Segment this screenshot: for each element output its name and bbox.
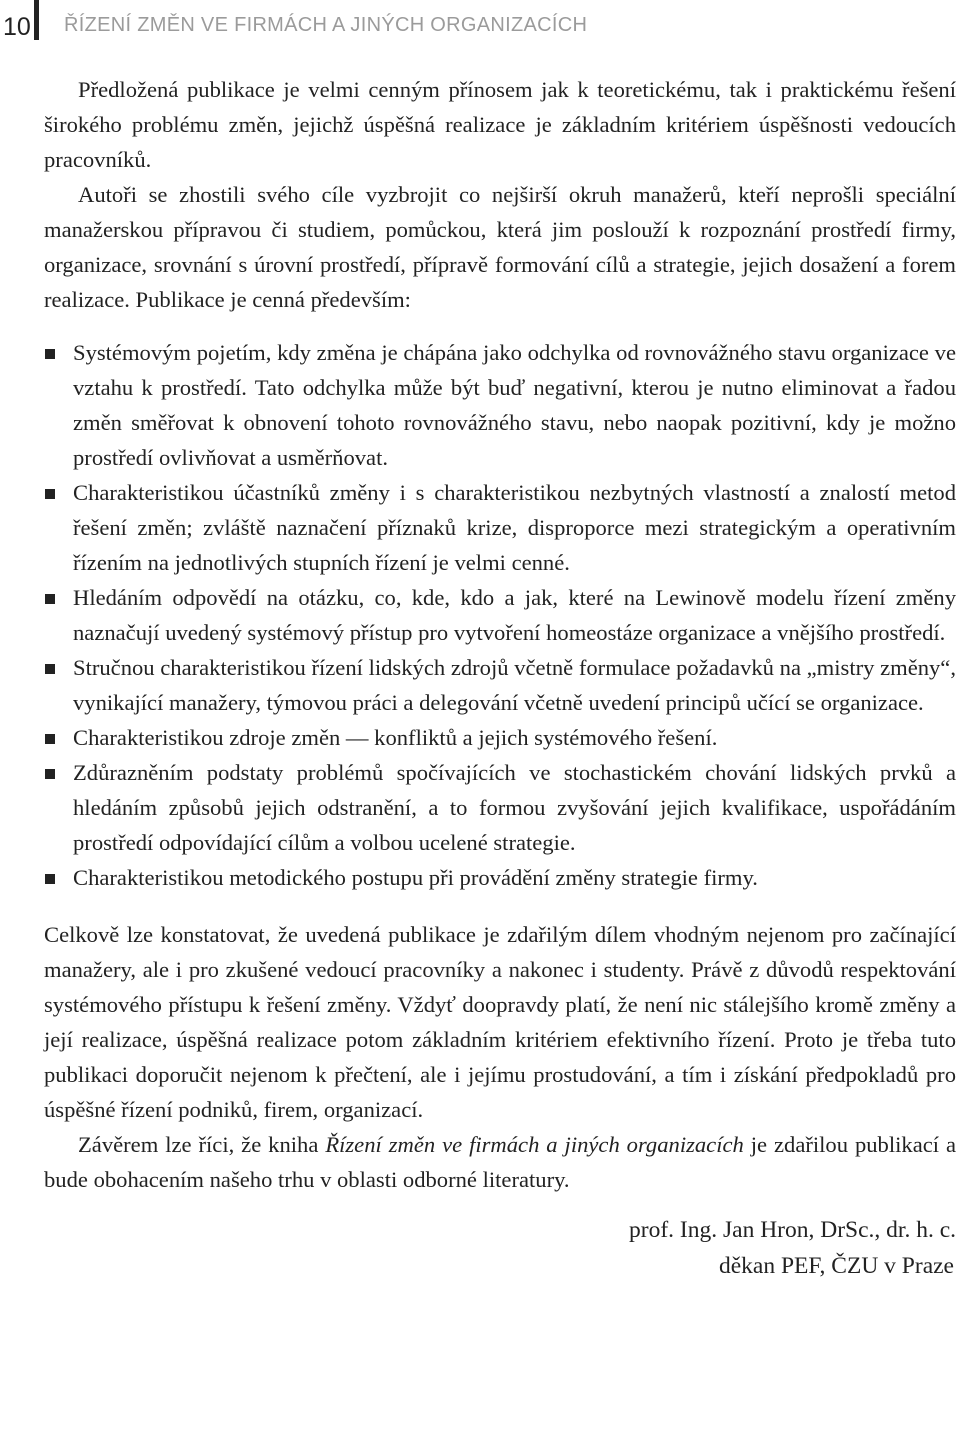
list-item <box>44 650 956 720</box>
list-item <box>44 475 956 580</box>
final-text-before: Závěrem lze říci, že kniha <box>78 1132 326 1157</box>
conclusion-paragraph: Celkově lze konstatovat, že uvedená publikace je zdařilým dílem vhodným nejenom pro začínající manažery, ale i pro zkušené vedoucí pracovníky a nakonec i studenty. Právě z důvodů respektování systémového přístupu k řešení změny. Vždyť doopravdy platí, že není nic stálejšího kromě změny a její realizace, úspěšná realizace potom základním kritériem efektivního řízení. Proto je třeba tuto publikaci doporučit nejenom k přečtení, ale i jejímu prostudování, a tím i získání předpokladů pro úspěšné řízení podniků, firem, organizací. <box>44 922 956 1122</box>
signature-affiliation: děkan PEF, ČZU v Praze <box>718 1253 954 1279</box>
signature-name: prof. Ing. Jan Hron, DrSc., dr. h. c. <box>629 1217 956 1243</box>
list-item <box>44 335 956 475</box>
list-item-text: Charakteristikou účastníků změny i s charakteristikou nezbytných vlastností a znalostí metod řešení změn; zvláště naznačení příznaků krize, disproporce mezi strategickým a operativním řízením na jednotlivých stupních řízení je velmi cenné. <box>73 480 956 575</box>
final-paragraph <box>44 1127 956 1197</box>
square-bullet-icon <box>45 664 55 674</box>
list-item-text: Charakteristikou zdroje změn — konfliktů a jejich systémového řešení. <box>73 725 718 750</box>
list-item-text: Stručnou charakteristikou řízení lidských zdrojů včetně formulace požadavků na „mistry změny“, vynikající manažery, týmovou práci a delegování včetně uvedení principů učící se organizace. <box>73 655 956 715</box>
intro-paragraph-2: Autoři se zhostili svého cíle vyzbrojit co nejširší okruh manažerů, kteří neprošli speciální manažerskou přípravou či studiem, pomůckou, která jim poslouží k rozpoznání prostředí firmy, organizace, srovnání s úrovní prostředí, přípravě formování cílů a strategie, jejich dosažení a forem realizace. Publikace je cenná především: <box>44 182 956 312</box>
bullet-list <box>44 335 956 895</box>
square-bullet-icon <box>45 594 55 604</box>
list-item <box>44 755 956 860</box>
list-item-text: Systémovým pojetím, kdy změna je chápána jako odchylka od rovnovážného stavu organizace ve vztahu k prostředí. Tato odchylka může být buď negativní, kterou je nutno eliminovat a řadou změn směřovat k obnovení tohoto rovnovážného stavu, nebo naopak pozitivní, kdy je možno prostředí ovlivňovat a usměrňovat. <box>73 340 956 470</box>
intro-paragraph-1: Předložená publikace je velmi cenným přínosem jak k teoretickému, tak i praktickému řešení širokého problému změn, jejichž úspěšná realizace je základním kritériem úspěšnosti vedoucích pracovníků. <box>44 77 956 172</box>
page-number: 10 <box>3 13 31 41</box>
list-item <box>44 860 956 895</box>
header-divider <box>34 0 39 40</box>
square-bullet-icon <box>45 769 55 779</box>
page-body <box>44 72 956 1197</box>
list-item <box>44 580 956 650</box>
list-item <box>44 720 956 755</box>
list-item-text: Zdůrazněním podstaty problémů spočívajících ve stochastickém chování lidských prvků a hledáním způsobů jejich odstranění, a to formou zvyšování jejich kvalifikace, uspořádáním prostředí odpovídající cílům a volbou ucelené strategie. <box>73 760 956 855</box>
page-header <box>0 0 960 60</box>
list-item-text: Charakteristikou metodického postupu při provádění změny strategie firmy. <box>73 865 758 890</box>
signature-block <box>520 1212 956 1284</box>
book-title: Řízení změn ve firmách a jiných organizacích <box>325 1132 744 1157</box>
list-item-text: Hledáním odpovědí na otázku, co, kde, kdo a jak, které na Lewinově modelu řízení změny naznačují uvedený systémový přístup pro vytvoření homeostáze organizace a vnějšího prostředí. <box>73 585 956 645</box>
square-bullet-icon <box>45 734 55 744</box>
square-bullet-icon <box>45 349 55 359</box>
running-title: ŘÍZENÍ ZMĚN VE FIRMÁCH A JINÝCH ORGANIZACÍCH <box>64 14 588 36</box>
square-bullet-icon <box>45 874 55 884</box>
square-bullet-icon <box>45 489 55 499</box>
final-text-after: je zdařilou publikací a bude obohacením našeho trhu v oblasti odborné literatury. <box>44 1132 957 1192</box>
